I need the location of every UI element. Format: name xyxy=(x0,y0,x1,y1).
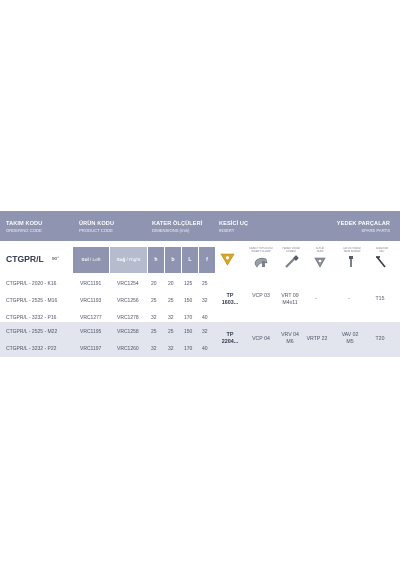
dim-h: 32 xyxy=(151,346,157,352)
right-product-code: VRC1254 xyxy=(117,281,139,287)
dim-h-label: h xyxy=(148,247,164,273)
left-hand-bold: Sol xyxy=(81,257,89,263)
header-insert: KESİCİ UÇ xyxy=(219,221,249,227)
ordering-code: CTGPR/L - 3232 - P16 xyxy=(6,315,57,321)
shim-code-2: VRTP 22 xyxy=(306,336,328,342)
dim-f: 40 xyxy=(202,315,208,321)
insert-code-2: TP 2204... xyxy=(221,332,239,345)
family-row xyxy=(0,247,400,273)
screw-code-1: VRT 09 M4x11 xyxy=(281,293,299,306)
header-spare-parts: YEDEK PARÇALAR xyxy=(336,221,390,227)
family-angle: 90° xyxy=(52,256,59,261)
ordering-code: CTGPR/L - 2525 - M22 xyxy=(6,329,58,335)
caption-screw: YEDEK VİDASI SCREW xyxy=(281,247,301,253)
dim-b: 32 xyxy=(168,346,174,352)
dim-L: 150 xyxy=(184,298,193,304)
dim-b: 20 xyxy=(168,281,174,287)
dim-L: 125 xyxy=(184,281,193,287)
dim-L-label: L xyxy=(182,247,198,273)
dim-b: 32 xyxy=(168,315,174,321)
table-row xyxy=(0,275,400,292)
dim-h: 20 xyxy=(151,281,157,287)
product-table xyxy=(0,211,400,357)
dim-f: 32 xyxy=(202,298,208,304)
header-insert-sub: INSERT xyxy=(219,228,235,233)
key-icon xyxy=(374,255,388,269)
table-row xyxy=(0,292,400,309)
right-hand-bold: Sağ xyxy=(116,257,126,263)
key-code-2: T20 xyxy=(375,336,385,342)
dim-L: 170 xyxy=(184,346,193,352)
right-product-code: VRC1260 xyxy=(117,346,139,352)
ordering-code: CTGPR/L - 2020 - K16 xyxy=(6,281,57,287)
caption-insert-clamp: KESİCİ TUTUCUSU INSERT CLAMP xyxy=(249,247,273,253)
left-product-code: VRC1191 xyxy=(80,281,102,287)
left-product-code: VRC1195 xyxy=(80,329,102,335)
dim-f: 40 xyxy=(202,346,208,352)
dim-f: 25 xyxy=(202,281,208,287)
shim-screw-code-2: VAV 02 M5 xyxy=(341,332,359,345)
table-header xyxy=(0,211,400,241)
header-spare-parts-sub: SPARE PARTS xyxy=(361,228,390,233)
left-product-code: VRC1197 xyxy=(80,346,102,352)
insert-code-1: TP 1603... xyxy=(221,293,239,306)
header-product-code-sub: PRODUCT CODE xyxy=(79,228,113,233)
insert-clamp-icon xyxy=(253,255,269,269)
dim-f-label: f xyxy=(199,247,215,273)
triangle-insert-icon xyxy=(220,253,235,266)
shim-icon xyxy=(313,255,327,269)
dim-b-label: b xyxy=(165,247,181,273)
dim-L: 170 xyxy=(184,315,193,321)
right-product-code: VRC1278 xyxy=(117,315,139,321)
screw-icon xyxy=(283,255,299,269)
dim-f: 32 xyxy=(202,329,208,335)
dim-b: 25 xyxy=(168,298,174,304)
caption-key: ANAHTAR KEY xyxy=(375,247,389,253)
dim-h: 25 xyxy=(151,329,157,335)
right-hand-rest: / Right xyxy=(126,257,141,263)
header-product-code: ÜRÜN KODU xyxy=(79,221,115,227)
dim-L: 150 xyxy=(184,329,193,335)
header-dimensions-sub: DIMENSIONS (mm) xyxy=(152,228,190,233)
dim-b: 25 xyxy=(168,329,174,335)
caption-shim: ALTLIK SHIM xyxy=(315,247,325,253)
header-dimensions: KATER ÖLÇÜLERİ xyxy=(152,221,203,227)
right-hand-label xyxy=(110,247,147,273)
shim-screw-code-1: - xyxy=(348,296,350,302)
left-product-code: VRC1193 xyxy=(80,298,102,304)
left-product-code: VRC1277 xyxy=(80,315,102,321)
header-ordering-code-sub: ORDERING CODE xyxy=(6,228,42,233)
right-product-code: VRC1256 xyxy=(117,298,139,304)
header-ordering-code: TAKIM KODU xyxy=(6,221,43,227)
ordering-code: CTGPR/L - 2525 - M16 xyxy=(6,298,58,304)
key-code-1: T15 xyxy=(375,296,385,302)
right-product-code: VRC1258 xyxy=(117,329,139,335)
dim-h: 25 xyxy=(151,298,157,304)
family-name: CTGPR/L xyxy=(6,254,44,264)
screw-code-2: VRV 04 M6 xyxy=(281,332,299,345)
dim-h: 32 xyxy=(151,315,157,321)
caption-shim-screw: ALTLIK VİDASI SHIM SCREW xyxy=(343,247,361,253)
clamp-code-2: VCP 04 xyxy=(252,336,270,342)
clamp-code-1: VCP 03 xyxy=(252,293,270,299)
group-2 xyxy=(0,322,400,357)
ordering-code: CTGPR/L - 3232 - P22 xyxy=(6,346,57,352)
shim-code-1: - xyxy=(315,296,317,302)
left-hand-rest: / Left xyxy=(89,257,101,263)
shim-screw-icon xyxy=(344,255,358,269)
left-hand-label xyxy=(73,247,109,273)
group-1 xyxy=(0,275,400,326)
